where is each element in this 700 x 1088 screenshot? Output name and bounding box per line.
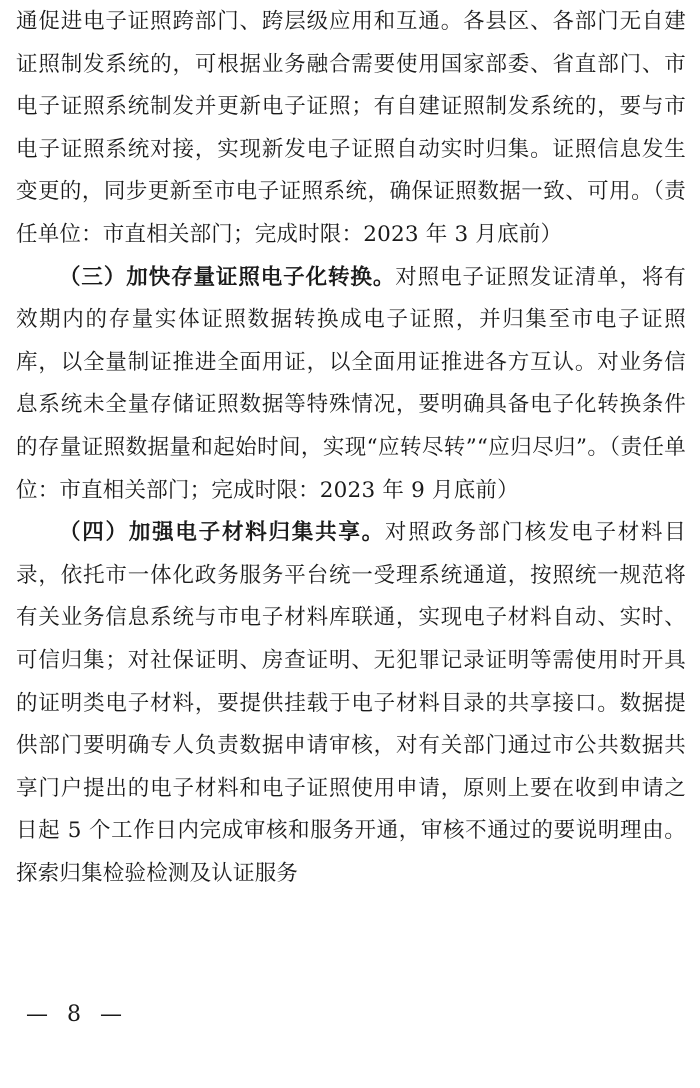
section-3-body: 对照电子证照发证清单，将有效期内的存量实体证照数据转换成电子证照，并归集至市电子证照库，以全量制证推进全面用证，以全面用证推进各方互认。对业务信息系统未全量存储证照数据等特殊情况，要明确具备电子化转换条件的存量证照数据量和起始时间，实现“应转尽转”“应归尽归”。（责任单位：市直相关部门；完成时限：2023 年 9 月底前） [16, 264, 686, 503]
section-4-paragraph [16, 512, 686, 895]
document-page [16, 0, 686, 895]
section-3-heading: （三）加快存量证照电子化转换。 [59, 264, 396, 290]
section-3-paragraph [16, 257, 686, 513]
section-4-heading: （四）加强电子材料归集共享。 [59, 520, 385, 546]
section-4-body: 对照政务部门核发电子材料目录，依托市一体化政务服务平台统一受理系统通道，按照统一规范将有关业务信息系统与市电子材料库联通，实现电子材料自动、实时、可信归集；对社保证明、房查证明、无犯罪记录证明等需使用时开具的证明类电子材料，要提供挂载于电子材料目录的共享接口。数据提供部门要明确专人负责数据申请审核，对有关部门通过市公共数据共享门户提出的电子材料和电子证照使用申请，原则上要在收到申请之日起 5 个工作日内完成审核和服务开通，审核不通过的要说明理由。探索归集检验检测及认证服务 [16, 520, 686, 886]
paragraph-continuation: 通促进电子证照跨部门、跨层级应用和互通。各县区、各部门无自建证照制发系统的，可根据业务融合需要使用国家部委、省直部门、市电子证照系统制发并更新电子证照；有自建证照制发系统的，要与市电子证照系统对接，实现新发电子证照自动实时归集。证照信息发生变更的，同步更新至市电子证照系统，确保证照数据一致、可用。（责任单位：市直相关部门；完成时限：2023 年 3 月底前） [16, 9, 686, 247]
page-number: — 8 — [26, 1002, 128, 1027]
